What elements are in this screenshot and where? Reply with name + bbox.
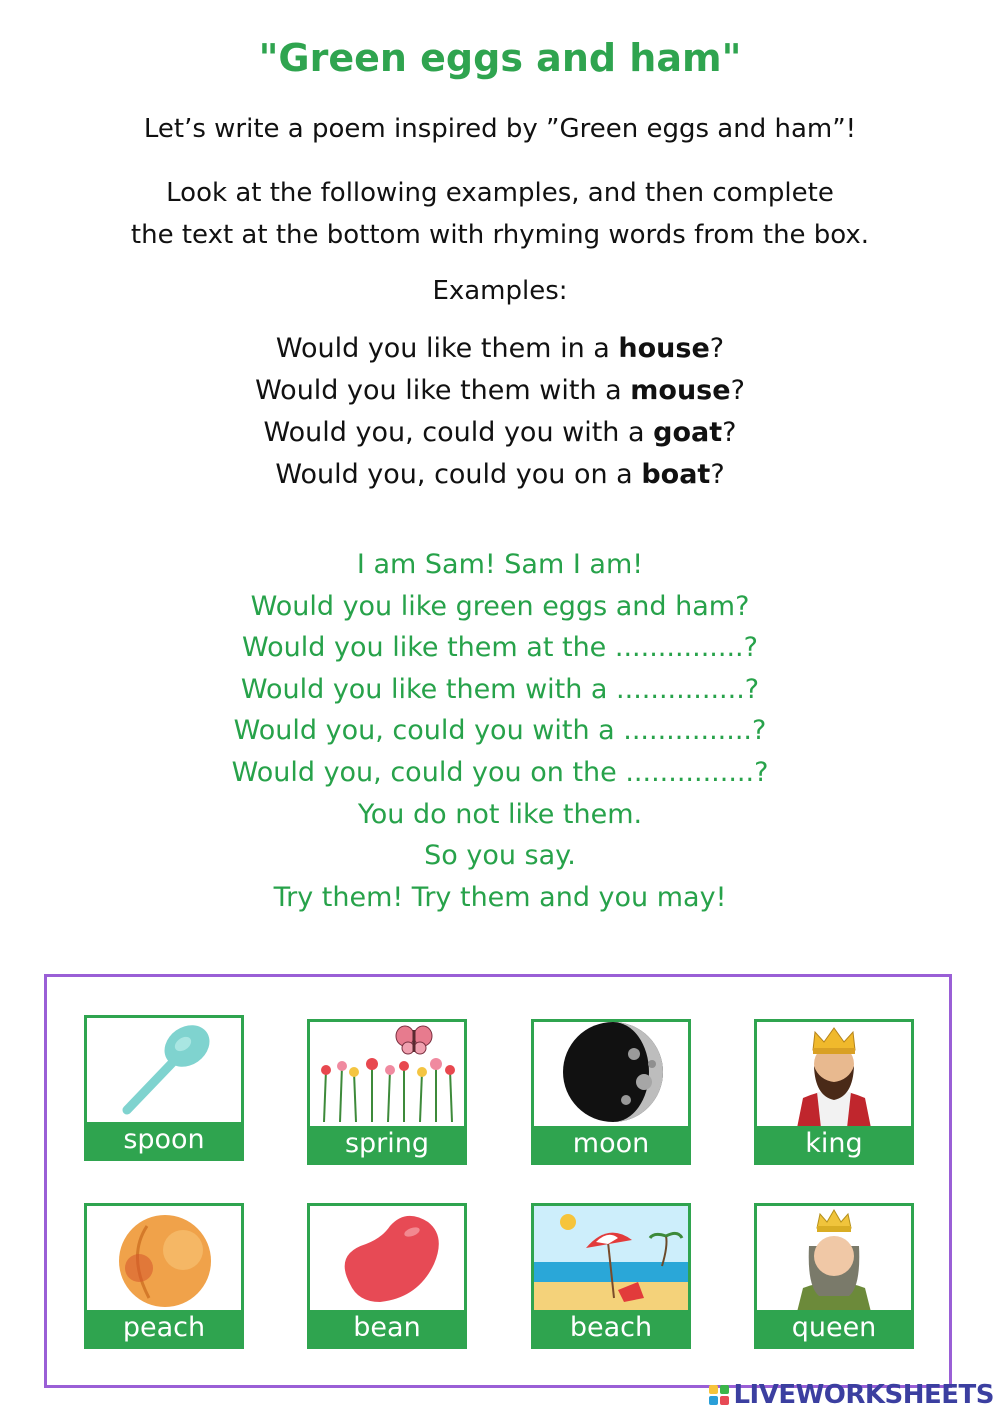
queen-icon <box>757 1206 911 1312</box>
card-label: spoon <box>87 1122 241 1158</box>
word-card-spoon[interactable] <box>84 1015 244 1161</box>
word-card-bean[interactable] <box>307 1203 467 1349</box>
poem-line: So you say. <box>424 840 576 872</box>
example-punct: ? <box>710 459 725 490</box>
poem-line-blank[interactable]: Would you like them at the ...............? <box>242 632 758 664</box>
word-card-peach[interactable] <box>84 1203 244 1349</box>
word-card-queen[interactable] <box>754 1203 914 1349</box>
word-card-beach[interactable] <box>531 1203 691 1349</box>
instructions <box>0 172 1000 256</box>
example-rhyme-word: goat <box>653 417 723 448</box>
card-label: king <box>757 1126 911 1162</box>
poem-line: Would you like green eggs and ham? <box>250 590 750 622</box>
poem-line-blank[interactable]: Would you, could you on the ...............? <box>231 756 769 788</box>
card-label: peach <box>87 1310 241 1346</box>
card-label: moon <box>534 1126 688 1162</box>
example-punct: ? <box>722 417 737 448</box>
example-punct: ? <box>730 375 745 406</box>
logo-text: LIVEWORKSHEETS <box>733 1380 994 1410</box>
logo-mark-icon <box>709 1385 729 1405</box>
card-label: beach <box>534 1310 688 1346</box>
word-card-spring[interactable] <box>307 1019 467 1165</box>
poem-line: I am Sam! Sam I am! <box>356 549 644 580</box>
example-text: Would you like them in a <box>275 333 619 364</box>
example-line <box>0 412 1000 454</box>
peach-icon <box>87 1206 241 1312</box>
example-text: Would you, could you with a <box>263 417 654 448</box>
word-card-moon[interactable] <box>531 1019 691 1165</box>
examples-list <box>0 328 1000 496</box>
example-line <box>0 454 1000 496</box>
intro-text: Let’s write a poem inspired by ”Green eggs and ham”! <box>143 114 857 144</box>
word-card-king[interactable] <box>754 1019 914 1165</box>
instruction-line: the text at the bottom with rhyming words from the box. <box>130 220 870 250</box>
beach-icon <box>534 1206 688 1312</box>
word-box <box>44 974 952 1388</box>
card-label: bean <box>310 1310 464 1346</box>
example-line <box>0 370 1000 412</box>
moon-icon <box>534 1022 688 1128</box>
card-label: spring <box>310 1126 464 1162</box>
king-icon <box>757 1022 911 1128</box>
example-line <box>0 328 1000 370</box>
example-punct: ? <box>709 333 725 364</box>
examples-label: Examples: <box>432 276 568 306</box>
liveworksheets-logo <box>709 1380 994 1410</box>
card-label: queen <box>757 1310 911 1346</box>
example-rhyme-word: house <box>618 333 710 364</box>
poem-line: Try them! Try them and you may! <box>273 881 727 913</box>
page-title: "Green eggs and ham" <box>258 36 742 80</box>
flowers-butterfly-icon <box>310 1022 464 1128</box>
example-text: Would you like them with a <box>255 375 631 406</box>
bean-icon <box>310 1206 464 1312</box>
spoon-icon <box>87 1018 241 1124</box>
example-text: Would you, could you on a <box>275 459 642 490</box>
example-rhyme-word: boat <box>641 459 711 490</box>
instruction-line: Look at the following examples, and then complete <box>166 178 834 208</box>
poem-line-blank[interactable]: Would you like them with a ...............? <box>240 673 760 705</box>
poem-line: You do not like them. <box>357 798 643 830</box>
example-rhyme-word: mouse <box>630 375 731 406</box>
poem-line-blank[interactable]: Would you, could you with a ...............? <box>233 715 767 747</box>
poem <box>0 544 1000 918</box>
